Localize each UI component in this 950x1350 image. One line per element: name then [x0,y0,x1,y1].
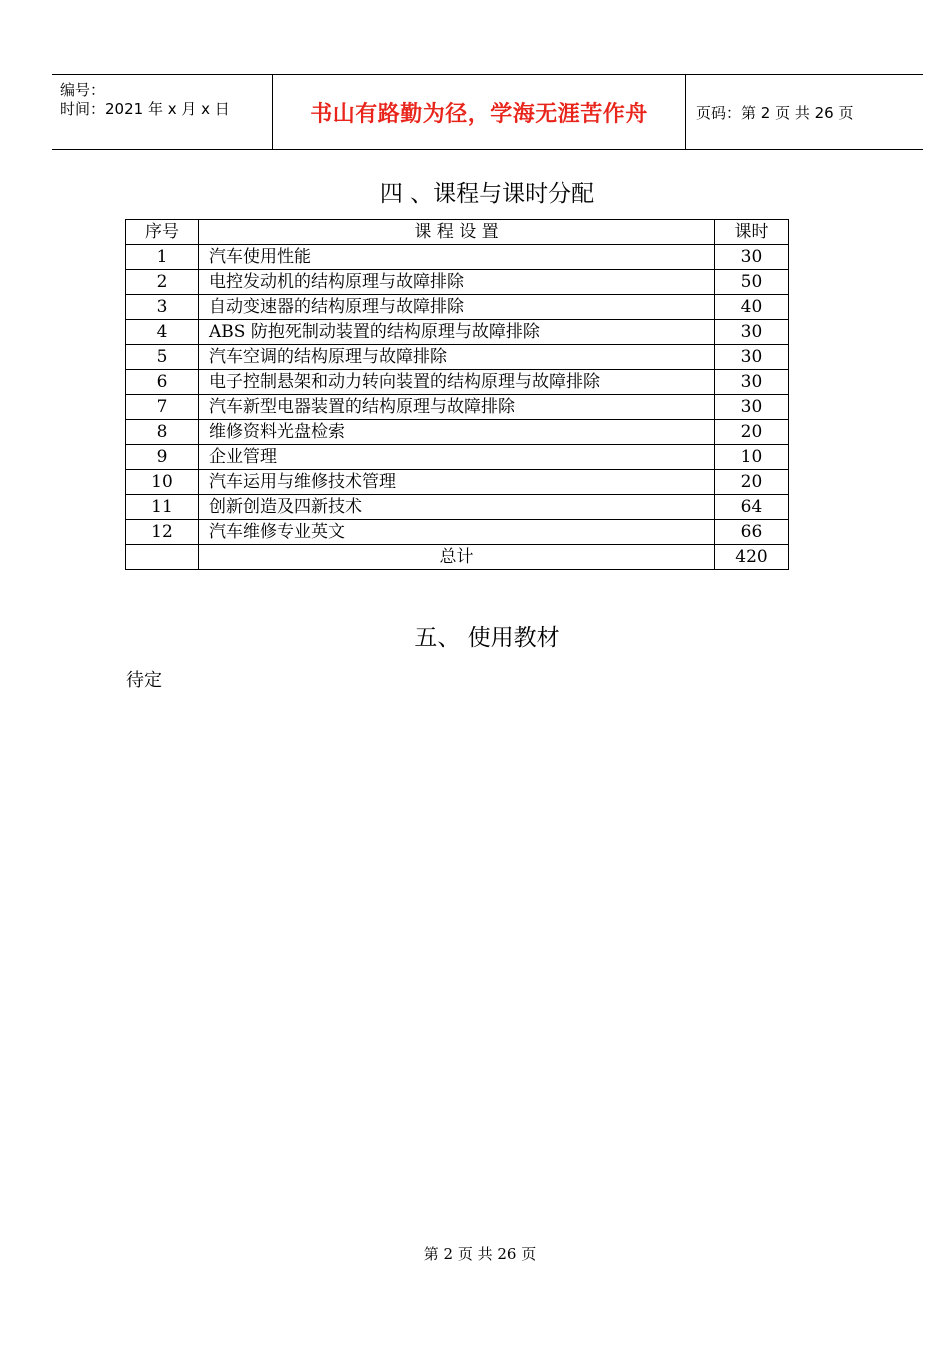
table-header-row [126,220,789,245]
row-hours: 30 [715,370,789,395]
time-label: 时间：2021 年 x 月 x 日 [60,100,230,118]
row-course: 创新创造及四新技术 [199,495,715,520]
row-index: 12 [126,520,199,545]
row-hours: 30 [715,345,789,370]
row-hours: 50 [715,270,789,295]
table-row [126,295,789,320]
header-page-info: 页码：第 2 页 共 26 页 [696,104,854,122]
row-index: 7 [126,395,199,420]
row-hours: 30 [715,245,789,270]
row-index: 3 [126,295,199,320]
row-course: 电子控制悬架和动力转向装置的结构原理与故障排除 [199,370,715,395]
row-course: 汽车新型电器装置的结构原理与故障排除 [199,395,715,420]
row-index: 6 [126,370,199,395]
header-meta [52,75,273,150]
table-row [126,495,789,520]
row-course: 自动变速器的结构原理与故障排除 [199,295,715,320]
table-row [126,270,789,295]
header-motto: 书山有路勤为径，学海无涯苦作舟 [273,75,686,150]
row-course: 汽车维修专业英文 [199,520,715,545]
row-course: 企业管理 [199,445,715,470]
table-row [126,245,789,270]
row-index: 9 [126,445,199,470]
row-index: 10 [126,470,199,495]
table-row [126,395,789,420]
row-hours: 64 [715,495,789,520]
row-hours: 10 [715,445,789,470]
row-course: 维修资料光盘检索 [199,420,715,445]
row-hours: 20 [715,470,789,495]
row-index: 4 [126,320,199,345]
header-cell-hours: 课时 [715,220,789,245]
row-hours: 40 [715,295,789,320]
page-header [52,74,923,150]
section-title-courses: 四 、课程与课时分配 [379,181,595,207]
row-course: 电控发动机的结构原理与故障排除 [199,270,715,295]
total-label: 总计 [199,545,715,570]
table-row [126,370,789,395]
table-row [126,470,789,495]
table-row [126,320,789,345]
total-index [126,545,199,570]
table-row [126,445,789,470]
table-row [126,520,789,545]
row-course: 汽车运用与维修技术管理 [199,470,715,495]
course-table [125,219,789,570]
row-course: ABS 防抱死制动装置的结构原理与故障排除 [199,320,715,345]
row-index: 5 [126,345,199,370]
row-hours: 30 [715,320,789,345]
row-course: 汽车空调的结构原理与故障排除 [199,345,715,370]
table-row [126,345,789,370]
row-index: 2 [126,270,199,295]
section-title-textbook: 五、 使用教材 [414,625,560,651]
row-course: 汽车使用性能 [199,245,715,270]
header-cell-course: 课 程 设 置 [199,220,715,245]
table-row [126,420,789,445]
header-cell-index: 序号 [126,220,199,245]
row-index: 8 [126,420,199,445]
row-hours: 66 [715,520,789,545]
row-index: 1 [126,245,199,270]
row-hours: 20 [715,420,789,445]
row-index: 11 [126,495,199,520]
row-hours: 30 [715,395,789,420]
number-label: 编号： [60,81,106,99]
textbook-text: 待定 [126,670,162,691]
page-footer: 第 2 页 共 26 页 [423,1245,537,1263]
total-value: 420 [715,545,789,570]
table-total-row [126,545,789,570]
